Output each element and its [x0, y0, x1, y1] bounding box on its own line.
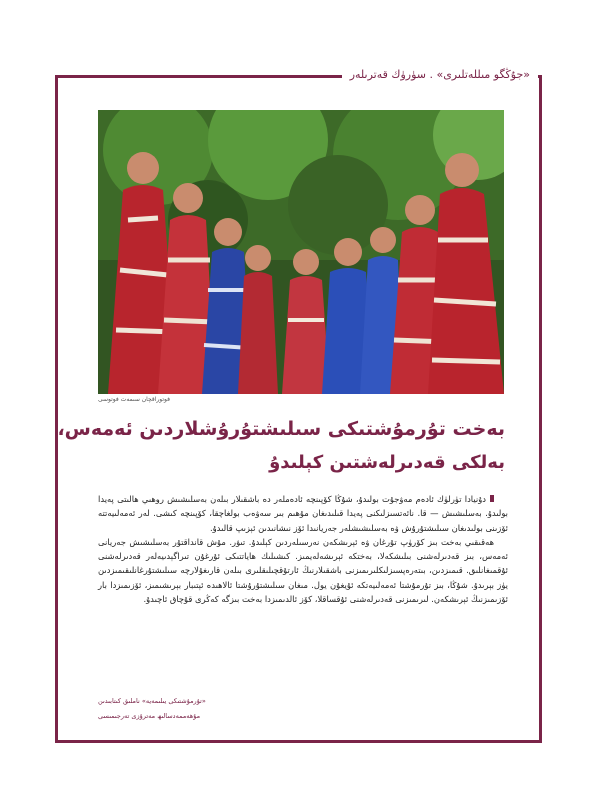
article-title-line-1: بەخت تۇرمۇشتىكى سىلىشتۇرۇشلاردىن ئەمەس،: [57, 418, 505, 440]
dancers-photo: [98, 110, 504, 394]
source-line: «تۇرمۇشتىكى يىلىمەيە» ناملىق كىتابىدىن: [98, 697, 206, 705]
article-body: [98, 492, 508, 606]
photo-credit: فوتوراقچان سىمەت فوتوسى: [98, 396, 171, 403]
article-title-line-2: بەلكى قەدىرلەشتىن كېلىدۇ: [269, 452, 505, 473]
body-paragraph: ھەقىقىي بەخت بىز كۆرۈپ تۇرغان ۋە ئېرىشكەن نەرسىلەردىن كېلىدۇ. تىۋر. مۇش قانداقتۇر بەسلىشىش جەريانى ئەمەس، بىز قەدىرلەشنى بىلىشكەلا، بەختكە ئېرىشەلەيمىز. كىشىلىك ھاياتتىكى ئۇرغۇن تىراگېدىيەلەر قەدىرلەشنى ئۇقمىغانلىق. قىمىزدىن، بىتەرەپسىزلىكلىرىمىزنى باشقىلارنىڭ ئارتۇقچىلىقلىرى بىلەن قارىغۇلارچە سىلىشتۇرغانلىقىمىزدىن يۈز بېرىدۇ. شۇڭا، بىز تۇرمۇشتا ئەمەلىيەتكە ئۇيغۇن يول. مىغان سىلىشتۇرۇشتا ئالاھىدە ئېتىبار بېرىشىمىز، ئۆزىمىزدا بار ئۆزىمىزنىڭ ئېرىشكەن. لىرىمىزنى قەدىرلەشنى ئۇقساقلا، كۆز ئالدىمىزدا بەخت بىزگە كەڭرى قۇچاق ئاچىدۇ.: [98, 536, 508, 605]
magazine-header: «جۇڭگو مىللەتلىرى» . سۈرۈك قەترىلەر: [342, 64, 538, 86]
body-paragraph: دۇنيادا تۈرلۈك ئادەم مەۋجۇت بولىدۇ، شۇڭا كۆپىنچە ئادەملەر دە باشقىلار بىلەن بەسلىشىش روھىي ھالىتى پەيدا بولىدۇ. بەسلىشىش — قا. نائەتسىزلىكنى پەيدا قىلىدىغان مۇھىم بىر سەۋەب بولغاچقا، كۆپىنچە كىشى. لەر ئەمەلىيەتتە ئۆزىنى بولىدىغان سىلىشتۇرۇش ۋە بەسلىشىشلەر جەريانىدا ئۆز نىشانىدىن ئېزىپ قالىدۇ.: [98, 492, 508, 535]
translator-line: مۇھەممەدسالىھ مەترۇزى تەرجىمىسى: [98, 712, 201, 720]
